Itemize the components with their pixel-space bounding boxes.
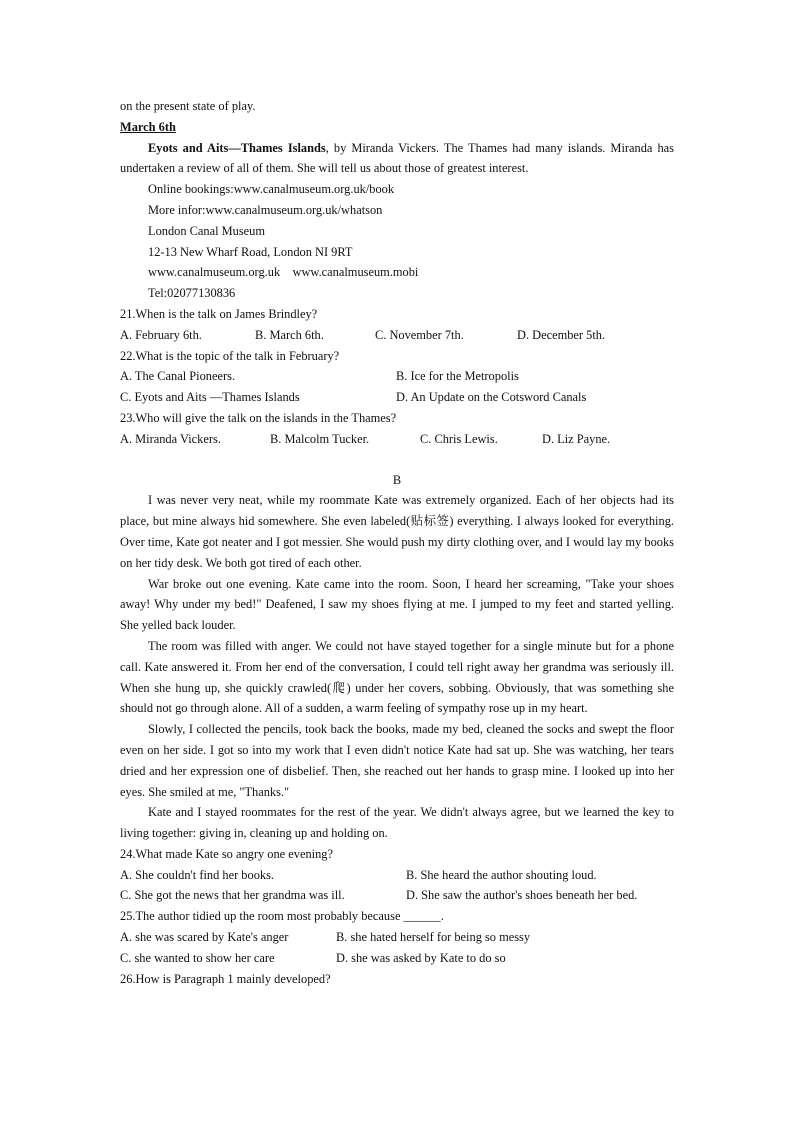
section-b-heading: B — [392, 472, 402, 487]
option-c: C. Chris Lewis. — [420, 431, 498, 446]
question-23-options — [120, 429, 674, 450]
option-a: A. Miranda Vickers. — [120, 431, 221, 446]
option-d: D. December 5th. — [517, 327, 606, 342]
passage-paragraph-2: War broke out one evening. Kate came into the room. Soon, I heard her screaming, "Take your shoes away! Why under my bed!" Deafened, I saw my shoes flying at me. I jumped to my feet and started yelling. She yelled back louder. — [120, 576, 674, 633]
option-d: D. Liz Payne. — [542, 431, 611, 446]
contact-info: More infor:www.canalmuseum.org.uk/whatson — [148, 202, 383, 217]
contact-bookings: Online bookings:www.canalmuseum.org.uk/book — [148, 182, 395, 197]
question-21-options — [120, 325, 674, 346]
question-25-options-row1 — [120, 927, 674, 948]
option-a: A. She couldn't find her books. — [120, 867, 274, 882]
document-page — [120, 96, 674, 989]
question-22-options-row1 — [120, 366, 674, 387]
passage-paragraph-1: I was never very neat, while my roommate Kate was extremely organized. Each of her objects had its place, but mine always hid somewhere. She even labeled(贴标签) everything. I always looked for everything. Over time, Kate got neater and I got messier. She would push my dirty clothing over, and I would lay my books on her tidy desk. We both got tired of each other. — [120, 493, 674, 570]
option-c: C. Eyots and Aits —Thames Islands — [120, 390, 300, 405]
question-22-options-row2 — [120, 387, 674, 408]
option-d: D. She saw the author's shoes beneath her bed. — [406, 888, 638, 903]
passage-paragraph-5: Kate and I stayed roommates for the rest of the year. We didn't always agree, but we learned the key to living together: giving in, cleaning up and holding on. — [120, 805, 674, 841]
question-22: 22.What is the topic of the talk in February? — [120, 348, 340, 363]
question-24-options-row2 — [120, 885, 674, 906]
question-26: 26.How is Paragraph 1 mainly developed? — [120, 971, 331, 986]
option-b: B. March 6th. — [255, 327, 324, 342]
contact-tel: Tel:02077130836 — [148, 286, 236, 301]
option-c: C. She got the news that her grandma was ill. — [120, 888, 345, 903]
contact-address: 12-13 New Wharf Road, London NI 9RT — [148, 244, 353, 259]
continued-text: on the present state of play. — [120, 99, 256, 113]
contact-websites: www.canalmuseum.org.uk www.canalmuseum.mobi — [148, 265, 419, 280]
question-23: 23.Who will give the talk on the islands in the Thames? — [120, 410, 397, 425]
option-b: B. Ice for the Metropolis — [396, 369, 519, 384]
event-desc-text: , by Miranda Vickers. The Thames had many islands. Miranda has undertaken a review of all of them. She will tell us about those of greatest interest. — [120, 140, 674, 176]
option-c: C. she wanted to show her care — [120, 950, 275, 965]
passage-paragraph-4: Slowly, I collected the pencils, took back the books, made my bed, cleaned the socks and swept the floor even on her side. I got so into my work that I even didn't notice Kate had sat up. She was watching, her tears dried and her expression one of disbelief. Then, she reached out her hands to grasp mine. I looked up into her eyes. She smiled at me, "Thanks." — [120, 722, 674, 799]
question-24-options-row1 — [120, 865, 674, 886]
event-description — [120, 138, 674, 180]
option-a: A. The Canal Pioneers. — [120, 369, 236, 384]
option-b: B. she hated herself for being so messy — [336, 930, 531, 945]
option-d: D. An Update on the Cotsword Canals — [396, 390, 587, 405]
question-25-options-row2 — [120, 948, 674, 969]
option-c: C. November 7th. — [375, 327, 464, 342]
question-21: 21.When is the talk on James Brindley? — [120, 306, 318, 321]
event-date: March 6th — [120, 119, 176, 134]
question-25: 25.The author tidied up the room most probably because ______. — [120, 909, 444, 924]
question-24: 24.What made Kate so angry one evening? — [120, 846, 333, 861]
option-a: A. February 6th. — [120, 327, 202, 342]
option-d: D. she was asked by Kate to do so — [336, 950, 506, 965]
passage-paragraph-3: The room was filled with anger. We could not have stayed together for a single minute but for a phone call. Kate answered it. From her end of the conversation, I could tell right away her grandma was seriously ill. When she hung up, she quickly crawled(爬) under her covers, sobbing. Obviously, that was something she should not go through alone. All of a sudden, a warm feeling of sympathy rose up in my heart. — [120, 638, 674, 716]
option-b: B. She heard the author shouting loud. — [406, 867, 597, 882]
event-title: Eyots and Aits—Thames Islands — [148, 140, 326, 155]
contact-name: London Canal Museum — [148, 223, 266, 238]
option-a: A. she was scared by Kate's anger — [120, 930, 289, 945]
option-b: B. Malcolm Tucker. — [270, 431, 370, 446]
